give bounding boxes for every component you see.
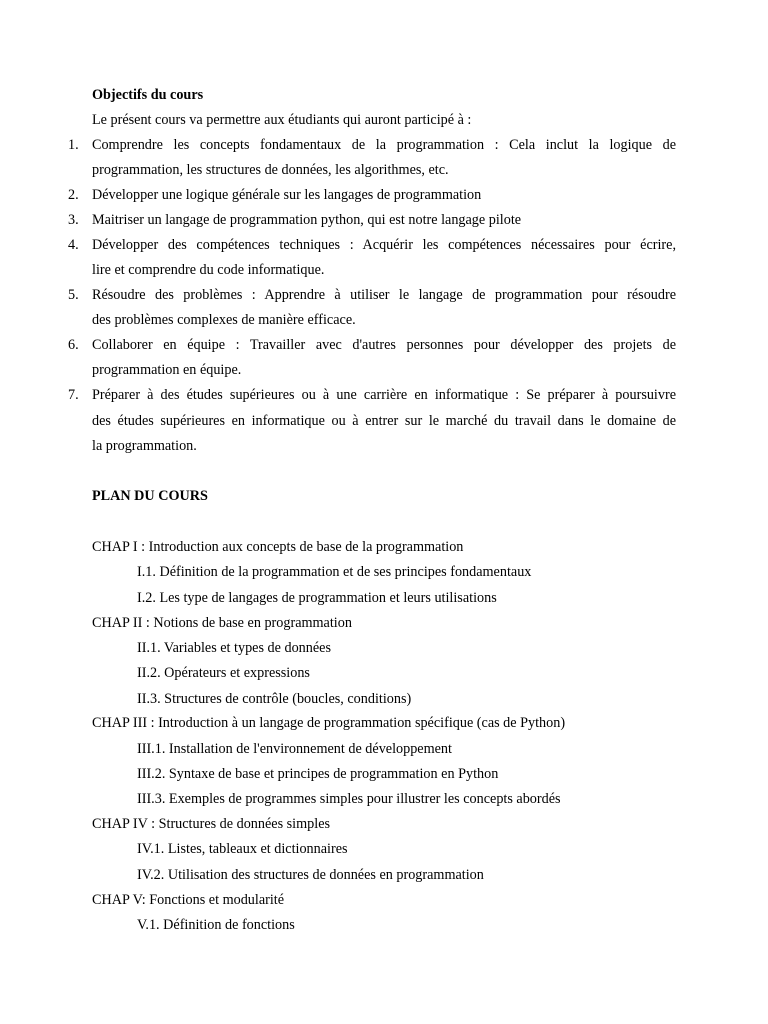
list-item-text: la programmation. <box>92 438 197 454</box>
list-item-number: 5. <box>68 287 79 303</box>
chapter-title: CHAP V: Fonctions et modularité <box>92 892 285 908</box>
chapter-title: CHAP IV : Structures de données simples <box>92 816 331 832</box>
objectives-intro: Le présent cours va permettre aux étudiants qui auront participé à : <box>92 112 472 128</box>
list-item-number: 4. <box>68 237 79 253</box>
list-item-text: des études supérieures en informatique ou à entrer sur le marché du travail dans le domaine de <box>92 413 676 429</box>
section-title: IV.1. Listes, tableaux et dictionnaires <box>137 841 348 857</box>
section-title: I.1. Définition de la programmation et de ses principes fondamentaux <box>137 564 532 580</box>
plan-heading: PLAN DU COURS <box>92 488 208 504</box>
list-item-text: Résoudre des problèmes : Apprendre à utiliser le langage de programmation pour résoudre <box>92 287 676 303</box>
section-title: I.2. Les type de langages de programmation et leurs utilisations <box>137 590 497 606</box>
list-item-text: Maitriser un langage de programmation python, qui est notre langage pilote <box>92 212 522 228</box>
list-item-number: 7. <box>68 387 79 403</box>
section-title: II.2. Opérateurs et expressions <box>137 665 310 681</box>
chapter-title: CHAP III : Introduction à un langage de programmation spécifique (cas de Python) <box>92 715 566 731</box>
list-item-text: des problèmes complexes de manière efficace. <box>92 312 356 328</box>
section-title: V.1. Définition de fonctions <box>137 917 295 933</box>
list-item-text: Développer des compétences techniques : Acquérir les compétences nécessaires pour écrire, <box>92 237 676 253</box>
list-item-number: 1. <box>68 137 79 153</box>
section-title: II.3. Structures de contrôle (boucles, conditions) <box>137 691 412 707</box>
objectives-heading: Objectifs du cours <box>92 87 204 103</box>
list-item-number: 6. <box>68 337 79 353</box>
list-item-text: Collaborer en équipe : Travailler avec d'autres personnes pour développer des projets de <box>92 337 676 353</box>
list-item-text: programmation, les structures de données, les algorithmes, etc. <box>92 162 449 178</box>
list-item-text: Développer une logique générale sur les langages de programmation <box>92 187 482 203</box>
chapter-title: CHAP I : Introduction aux concepts de base de la programmation <box>92 539 464 555</box>
section-title: III.3. Exemples de programmes simples pour illustrer les concepts abordés <box>137 791 561 807</box>
section-title: III.1. Installation de l'environnement de développement <box>137 741 452 757</box>
section-title: III.2. Syntaxe de base et principes de programmation en Python <box>137 766 499 782</box>
chapter-title: CHAP II : Notions de base en programmation <box>92 615 352 631</box>
section-title: IV.2. Utilisation des structures de données en programmation <box>137 867 484 883</box>
list-item-text: Préparer à des études supérieures ou à une carrière en informatique : Se préparer à poursuivre <box>92 387 676 403</box>
list-item-text: lire et comprendre du code informatique. <box>92 262 325 278</box>
section-title: II.1. Variables et types de données <box>137 640 331 656</box>
list-item-number: 2. <box>68 187 79 203</box>
list-item-number: 3. <box>68 212 79 228</box>
list-item-text: Comprendre les concepts fondamentaux de la programmation : Cela inclut la logique de <box>92 137 676 153</box>
list-item-text: programmation en équipe. <box>92 362 242 378</box>
